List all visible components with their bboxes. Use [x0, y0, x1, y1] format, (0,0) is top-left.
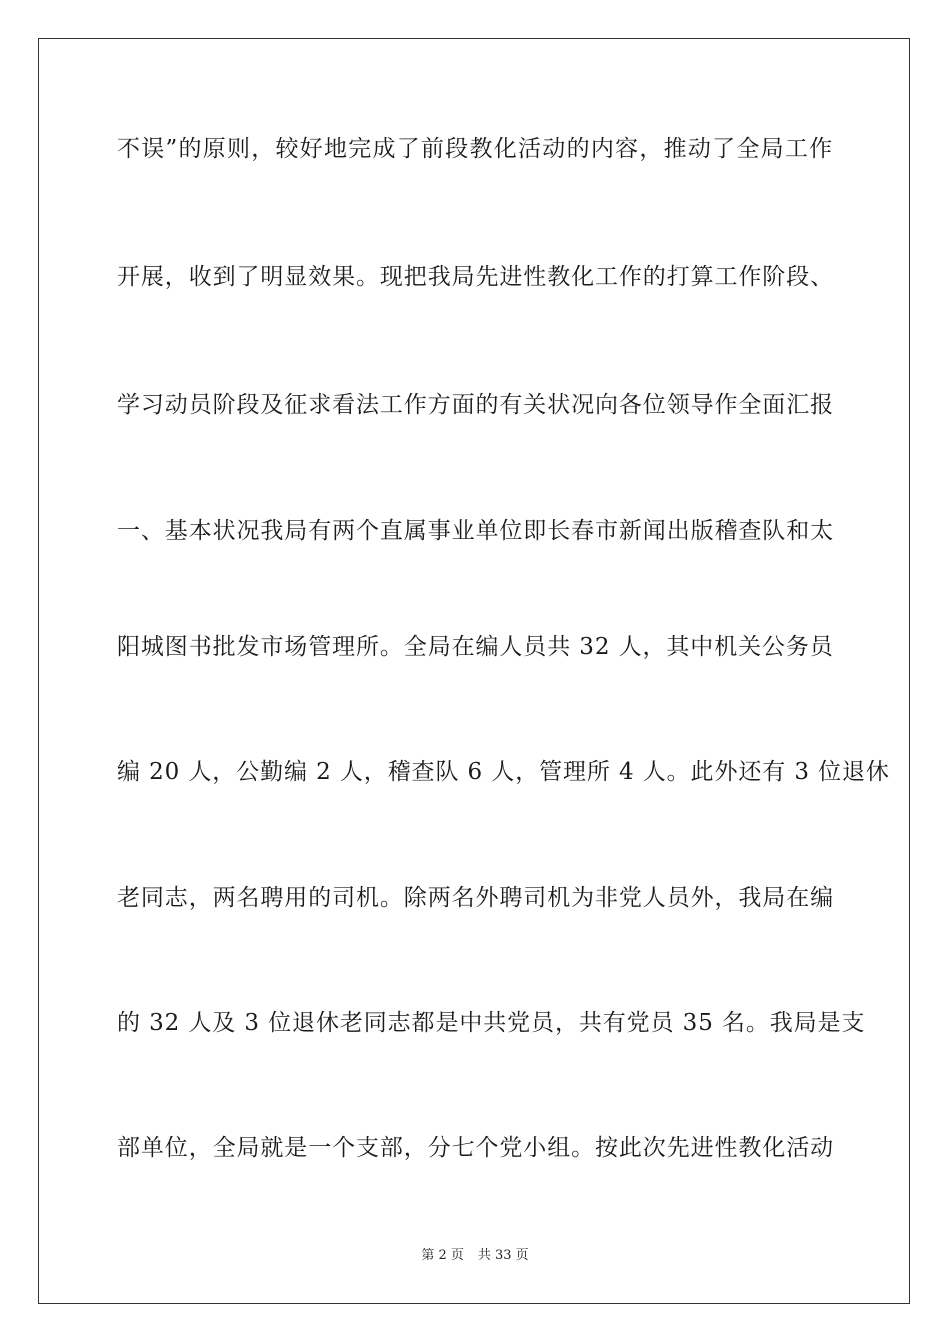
text-line: 编 20 人，公勤编 2 人，稽查队 6 人，管理所 4 人。此外还有 3 位退休 — [117, 759, 890, 785]
page-total: 共 33 页 — [477, 1248, 529, 1263]
text-line: 阳城图书批发市场管理所。全局在编人员共 32 人，其中机关公务员 — [117, 634, 834, 660]
page-border — [38, 38, 910, 1304]
text-line: 学习动员阶段及征求看法工作方面的有关状况向各位领导作全面汇报 — [117, 392, 834, 418]
text-line: 老同志，两名聘用的司机。除两名外聘司机为非党人员外，我局在编 — [117, 885, 834, 911]
page-number: 第 2 页 — [421, 1248, 464, 1263]
page-footer — [0, 1247, 950, 1265]
text-line: 的 32 人及 3 位退休老同志都是中共党员，共有党员 35 名。我局是支 — [117, 1010, 866, 1036]
text-line: 不误”的原则，较好地完成了前段教化活动的内容，推动了全局工作 — [117, 136, 833, 162]
text-line: 部单位，全局就是一个支部，分七个党小组。按此次先进性教化活动 — [117, 1135, 834, 1161]
text-line: 一、基本状况我局有两个直属事业单位即长春市新闻出版稽查队和太 — [117, 518, 834, 544]
text-line: 开展，收到了明显效果。现把我局先进性教化工作的打算工作阶段、 — [117, 264, 834, 290]
